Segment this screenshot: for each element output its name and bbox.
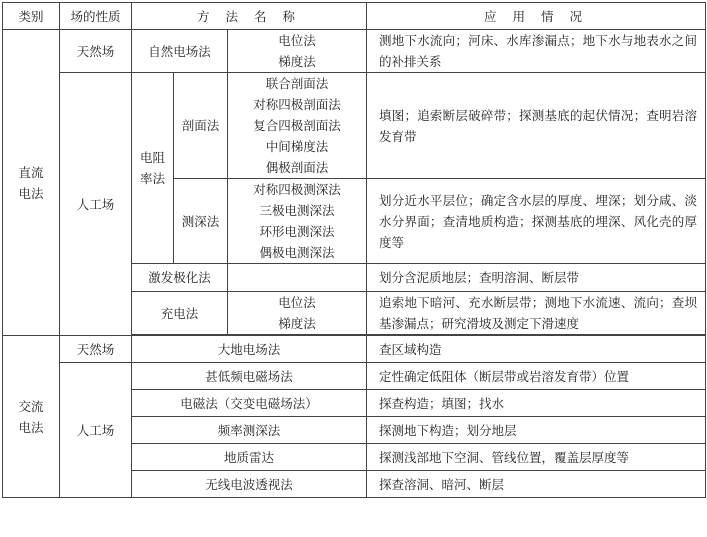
method-profiling-sub [228, 73, 367, 179]
header-field-nature: 场的性质 [60, 3, 132, 30]
table-row [3, 363, 706, 390]
application: 定性确定低阻体（断层带或岩溶发育带）位置 [367, 363, 706, 390]
category-ac: 交流电法 [3, 336, 60, 498]
sub-method: 梯度法 [278, 316, 316, 331]
field-artificial-dc: 人工场 [60, 73, 132, 336]
table-row [3, 73, 706, 179]
field-natural-ac: 天然场 [60, 336, 132, 363]
header-row [3, 3, 706, 30]
method-profiling: 剖面法 [174, 73, 228, 179]
sub-method: 电位法 [278, 33, 316, 48]
method-resistivity: 电阻率法 [132, 73, 174, 264]
field-artificial-ac: 人工场 [60, 363, 132, 498]
application: 探测浅部地下空洞、管线位置，覆盖层厚度等 [367, 444, 706, 471]
sub-method: 中间梯度法 [265, 139, 329, 154]
application: 探测地下构造；划分地层 [367, 417, 706, 444]
method-name: 地质雷达 [132, 444, 367, 471]
application-sounding: 划分近水平层位；确定含水层的厚度、埋深；划分咸、淡水分界面；查清地质构造；探测基底的埋深、风化壳的厚度等 [367, 179, 706, 264]
method-self-potential-sub [228, 30, 367, 73]
table-row [3, 336, 706, 363]
method-induced-polarization: 激发极化法 [132, 264, 228, 292]
sub-method: 三极电测深法 [259, 203, 335, 218]
field-natural-dc: 天然场 [60, 30, 132, 73]
application: 探查构造；填图；找水 [367, 390, 706, 417]
method-name: 无线电波透视法 [132, 471, 367, 498]
header-method: 方 法 名 称 [132, 3, 367, 30]
method-charging-sub [228, 292, 367, 335]
method-name: 频率测深法 [132, 417, 367, 444]
method-sounding: 测深法 [174, 179, 228, 264]
application-charging: 追索地下暗河、充水断层带；测地下水流速、流向；查坝基渗漏点；研究滑坡及测定下滑速度 [367, 292, 706, 335]
sub-method: 偶极电测深法 [259, 245, 335, 260]
application-self-potential: 测地下水流向；河床、水库渗漏点；地下水与地表水之间的补排关系 [367, 30, 706, 73]
sub-method: 偶极剖面法 [265, 160, 329, 175]
empty-cell [228, 264, 367, 292]
sub-method: 对称四极剖面法 [253, 97, 341, 112]
category-dc: 直流电法 [3, 30, 60, 336]
method-self-potential: 自然电场法 [132, 30, 228, 73]
header-category: 类别 [3, 3, 60, 30]
application: 查区域构造 [367, 336, 706, 363]
sub-method: 对称四极测深法 [253, 182, 341, 197]
sub-method: 梯度法 [278, 54, 316, 69]
application-induced-polarization: 划分含泥质地层；查明溶洞、断层带 [367, 264, 706, 292]
application: 探查溶洞、暗河、断层 [367, 471, 706, 498]
application-profiling: 填图；追索断层破碎带；探测基底的起伏情况；查明岩溶发育带 [367, 73, 706, 179]
method-sounding-sub [228, 179, 367, 264]
header-application: 应 用 情 况 [367, 3, 706, 30]
method-name: 电磁法（交变电磁场法） [132, 390, 367, 417]
geophysical-methods-table [2, 2, 706, 498]
sub-method: 联合剖面法 [265, 76, 329, 91]
method-charging: 充电法 [132, 292, 228, 335]
sub-method: 复合四极剖面法 [253, 118, 341, 133]
method-name: 甚低频电磁场法 [132, 363, 367, 390]
table-row [3, 30, 706, 73]
sub-method: 电位法 [278, 295, 316, 310]
sub-method: 环形电测深法 [259, 224, 335, 239]
method-name: 大地电场法 [132, 336, 367, 363]
